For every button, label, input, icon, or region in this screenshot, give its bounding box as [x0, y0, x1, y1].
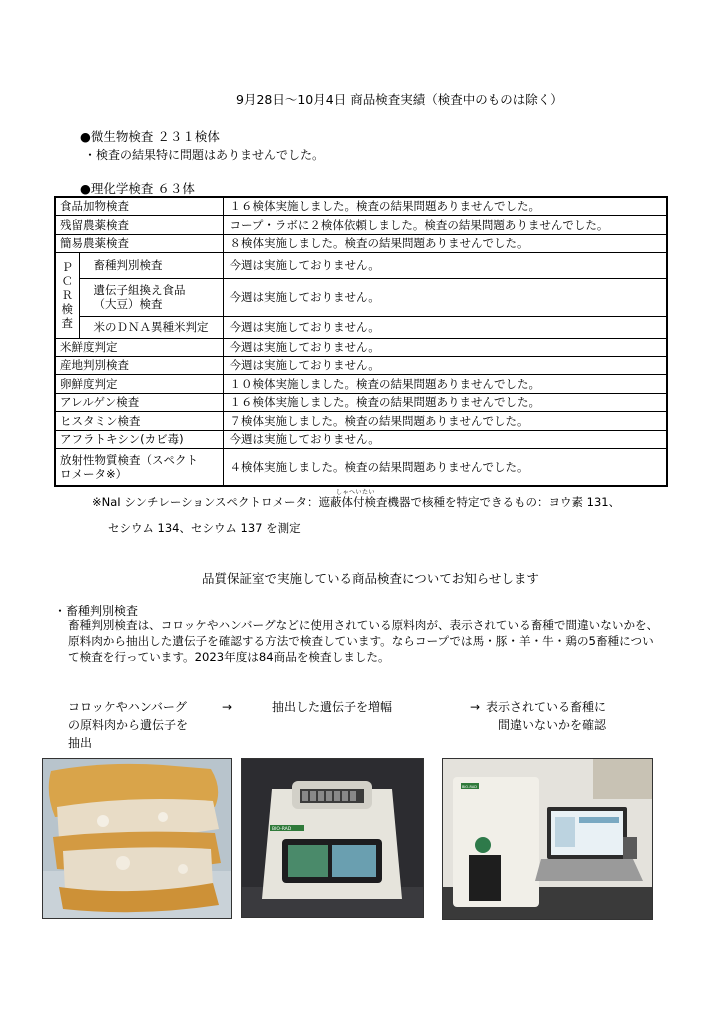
process-step-amplify: 抽出した遺伝子を増幅: [272, 700, 393, 714]
section-heading: ・畜種判別検査: [54, 604, 139, 618]
micro-note: ・検査の結果特に問題はありませんでした。: [84, 148, 325, 162]
test-result: 今週は実施しておりません。: [223, 356, 667, 374]
table-row: [55, 448, 667, 486]
test-name: 産地判別検査: [55, 356, 223, 374]
footnote-line2: セシウム 134、セシウム 137 を測定: [108, 521, 301, 535]
test-result: ７検体実施しました。検査の結果問題ありませんでした。: [223, 411, 667, 430]
test-result: 今週は実施しておりません。: [223, 278, 667, 316]
test-name: 卵鮮度判定: [55, 374, 223, 393]
table-row: [55, 374, 667, 393]
table-row: [55, 234, 667, 252]
test-name: アレルゲン検査: [55, 393, 223, 411]
test-name: 米のＤＮＡ異種米判定: [79, 316, 223, 338]
test-name: 残留農薬検査: [55, 215, 223, 234]
test-result: 今週は実施しておりません。: [223, 338, 667, 356]
arrow-right-icon: →: [470, 700, 481, 714]
table-row: [55, 215, 667, 234]
micro-heading: ●微生物検査 ２３１検体: [80, 129, 220, 144]
gel-imager-photo: [442, 758, 653, 920]
chem-heading: ●理化学検査 ６３体: [80, 181, 195, 196]
test-name: 畜種判別検査: [79, 252, 223, 278]
table-row: [55, 338, 667, 356]
arrow-right-icon: →: [222, 700, 233, 714]
process-step-confirm: 表示されている畜種に 間違いないかを確認: [486, 700, 607, 732]
test-result: １６検体実施しました。検査の結果問題ありませんでした。: [223, 197, 667, 215]
test-name: アフラトキシン(カビ毒): [55, 430, 223, 448]
table-row: [55, 278, 667, 316]
table-row: [55, 393, 667, 411]
table-row: [55, 411, 667, 430]
table-row: [55, 430, 667, 448]
process-step-extract: コロッケやハンバーグ の原料肉から遺伝子を 抽出: [68, 700, 189, 750]
test-result: ８検体実施しました。検査の結果問題ありませんでした。: [223, 234, 667, 252]
table-row: [55, 252, 667, 278]
test-result: １０検体実施しました。検査の結果問題ありませんでした。: [223, 374, 667, 393]
test-name: 米鮮度判定: [55, 338, 223, 356]
test-name: 放射性物質検査（スペクト ロメータ※）: [55, 448, 223, 486]
thermal-cycler-photo: [241, 758, 424, 918]
test-result: １６検体実施しました。検査の結果問題ありませんでした。: [223, 393, 667, 411]
results-table: [54, 196, 668, 487]
footnote-line1: ※NaI シンチレーションスペクトロメータ：遮蔽体付検査機器で核種を特定できるもの：ヨウ素 131、: [92, 495, 621, 509]
qa-section-title: 品質保証室で実施している商品検査についてお知らせします: [202, 571, 539, 586]
test-name: 簡易農薬検査: [55, 234, 223, 252]
table-row: [55, 316, 667, 338]
test-result: 今週は実施しておりません。: [223, 430, 667, 448]
section-body: 畜種判別検査は、コロッケやハンバーグなどに使用されている原料肉が、表示されている畜種で間違いないかを、原料肉から抽出した遺伝子を確認する方法で検査しています。ならコープでは馬・豚・羊・牛・鶏の5畜種について検査を行っています。2023年度は84商品を検査しました。: [68, 618, 659, 664]
test-result: 今週は実施しておりません。: [223, 252, 667, 278]
test-name: ヒスタミン検査: [55, 411, 223, 430]
test-result: ４検体実施しました。検査の結果問題ありませんでした。: [223, 448, 667, 486]
test-name: 食品加物検査: [55, 197, 223, 215]
brand-label: BIO-RAD: [272, 827, 292, 832]
pcr-group-label: ＰＣＲ検査: [55, 252, 79, 338]
table-row: [55, 197, 667, 215]
croquette-photo: [42, 758, 232, 919]
page-title: 9月28日～10月4日 商品検査実績（検査中のものは除く）: [236, 92, 563, 107]
test-result: コープ・ラボに２検体依頼しました。検査の結果問題ありませんでした。: [223, 215, 667, 234]
table-row: [55, 356, 667, 374]
furigana-ruby: しゃへいたい: [336, 489, 376, 496]
brand-label: BIO-RAD: [462, 785, 477, 789]
test-result: 今週は実施しておりません。: [223, 316, 667, 338]
test-name: 遺伝子組換え食品 （大豆）検査: [79, 278, 223, 316]
